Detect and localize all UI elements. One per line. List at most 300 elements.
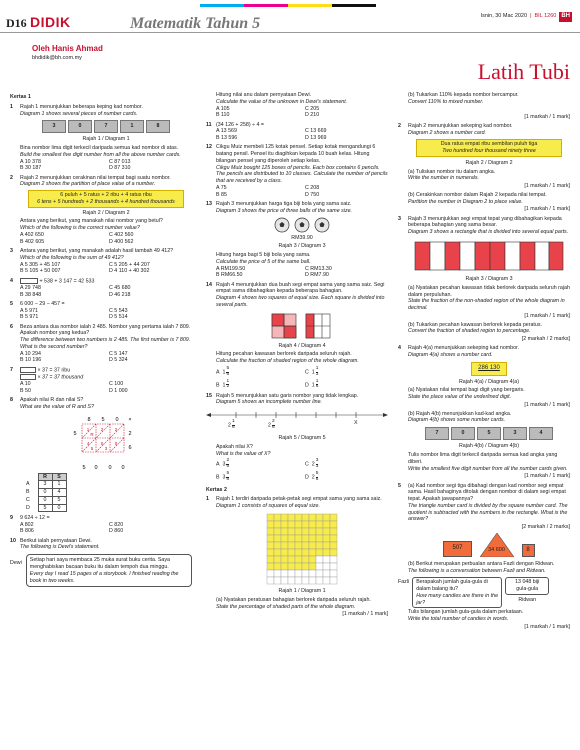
number-card: 3 — [503, 427, 527, 440]
question-text: (b) Rajah 4(b) menunjukkan kad-kad angka. — [408, 410, 512, 417]
answer-options — [216, 185, 388, 199]
grid-cell — [309, 514, 316, 521]
option[interactable]: B 5 971 — [20, 314, 39, 321]
question-number: 5 — [10, 300, 13, 307]
brand-logo: DIDIK — [30, 14, 71, 30]
option[interactable]: B 110 — [216, 112, 230, 119]
question-number: 1 — [10, 103, 13, 110]
svg-text:S: S — [100, 440, 104, 446]
grid-cell — [309, 556, 316, 563]
question-12 — [206, 144, 388, 198]
grid-cell — [295, 528, 302, 535]
question-10 — [10, 538, 192, 588]
option[interactable]: A 402 650 — [20, 231, 44, 238]
option[interactable]: A RM199.50 — [216, 265, 246, 272]
option[interactable]: C 5 147 — [109, 350, 128, 357]
number-card: 8 — [146, 120, 170, 133]
option[interactable]: A 10 — [20, 381, 31, 388]
option[interactable]: D 13 969 — [305, 135, 327, 142]
grid-cell — [330, 549, 337, 556]
question-text: Rajah 2 menunjukkan cerakinan nilai tempat bagi suatu nombor. — [20, 174, 171, 181]
option[interactable]: D 210 — [305, 112, 320, 119]
question-9 — [10, 515, 192, 535]
question-text-en: Diagram 1 consists of squares of equal size. — [216, 503, 320, 510]
question-text: Apakah nilai R dan nilai S? — [20, 397, 84, 404]
speaker-name: Dewi — [10, 560, 22, 567]
question-text-en: Diagram 4(b) shows some number cards. — [408, 417, 506, 424]
question-14 — [206, 282, 388, 391]
question-number: 1 — [206, 496, 209, 503]
color-bar — [200, 4, 376, 7]
two-squares-diagram — [270, 312, 334, 340]
option[interactable]: D 400 562 — [109, 238, 134, 245]
author-email: bhdidik@bh.com.my — [32, 55, 82, 61]
number-card: 0 — [451, 427, 475, 440]
grid-cell — [281, 556, 288, 563]
question-text: Antara yang berikut, yang manakah adalah hasil tambah 49 412? — [20, 248, 174, 255]
question-text: (b) Cerakinkan nombor dalam Rajah 2 kepada nilai tempat. — [408, 191, 547, 198]
rectangle-card: 507 — [443, 541, 471, 557]
grid-cell — [274, 514, 281, 521]
page-code: D16 — [6, 16, 27, 30]
grid-cell — [267, 556, 274, 563]
grid-cell — [267, 542, 274, 549]
question-text-en: State the percentage of shaded parts of the whole diagram. — [216, 603, 356, 610]
option[interactable]: B 3 $\frac{5}{6}$ — [216, 471, 230, 482]
option[interactable]: C 5 205 + 44 207 — [109, 261, 150, 268]
equation: 9 624 ÷ 12 = — [20, 514, 50, 521]
question-text-en: Diagram 4 shows two squares of equal size. Each square is divided into several parts. — [216, 295, 385, 308]
option[interactable]: C 13 669 — [305, 128, 327, 135]
option[interactable]: A 5 305 + 45 107 — [20, 261, 61, 268]
number-line-x-label: X — [354, 420, 358, 427]
question-text: Berikut ialah pernyataan Dewi. — [20, 537, 92, 544]
svg-text:5: 5 — [90, 445, 94, 451]
triangle-value: 34 600 — [488, 546, 505, 553]
option[interactable]: A 3 $\frac{2}{6}$ — [216, 458, 230, 470]
question-text-en: Partition the number in Diagram 2 to place value. — [408, 198, 523, 205]
grid-cell — [309, 528, 316, 535]
answer-options — [216, 266, 388, 280]
question-text-en: Calculate the fraction of shaded region of the whole diagram. — [216, 358, 359, 365]
question-text-en: Build the smallest five digit number from all the above number cards. — [20, 151, 181, 158]
option[interactable]: D 4 110 + 40 302 — [109, 268, 150, 275]
question-text: (a) Kad nombor segi tiga dibahagi dengan kad nombor segi empat sama. Hasil bahaginya ditolak dengan nombor di dalam segi empat tepat. Apakah jawapannya? — [408, 482, 566, 503]
question-7 — [10, 367, 192, 395]
option[interactable]: B 10 196 — [20, 357, 42, 364]
grid-cell — [330, 577, 337, 584]
place-value-text: 6 puluh + 5 ratus + 2 ribu + 4 ratus ribu — [60, 192, 152, 199]
grid-digit: × — [128, 416, 132, 423]
grid-cell — [330, 514, 337, 521]
answer-options — [20, 159, 192, 173]
svg-text:2: 2 — [114, 426, 118, 432]
option[interactable]: C 402 560 — [109, 231, 134, 238]
question-number: 4 — [398, 345, 401, 352]
grid-cell — [274, 542, 281, 549]
option[interactable]: D 46 218 — [109, 291, 131, 298]
grid-cell — [302, 521, 309, 528]
grid-cell — [302, 542, 309, 549]
grid-digit: 2 — [128, 430, 132, 437]
question-number: 3 — [10, 248, 13, 255]
table-row[interactable]: C 0 5 — [26, 496, 66, 504]
grid-cell — [316, 521, 323, 528]
grid-digit: 0 — [121, 464, 125, 471]
equation: 6 000 − 29 − 457 = — [20, 300, 65, 307]
grid-cell — [323, 521, 330, 528]
grid-cell — [295, 549, 302, 556]
option[interactable]: A 13 569 — [216, 128, 237, 135]
issue-number: BIL 1260 — [534, 13, 557, 20]
question-13 — [206, 201, 388, 279]
option[interactable]: C 205 — [305, 105, 320, 112]
option[interactable]: D 87 310 — [109, 165, 131, 172]
question-2 — [10, 175, 192, 246]
question-number: 15 — [206, 392, 212, 399]
paper2-question-1 — [206, 496, 388, 618]
marks: [1 markah / 1 mark] — [342, 611, 388, 618]
paper2-question-3 — [398, 216, 570, 343]
question-text: Apakah nilai X? — [216, 443, 253, 450]
question-number: 2 — [10, 174, 13, 181]
option[interactable]: D 1 $\frac{1}{6}$ — [305, 378, 319, 390]
equation-en: × 37 = 37 thousand — [37, 374, 84, 381]
answer-table — [26, 473, 67, 513]
option[interactable]: D RM7.90 — [305, 272, 329, 279]
question-number: 7 — [10, 366, 13, 373]
number-card: 7 — [425, 427, 449, 440]
question-text: Rajah 4(a) menunjukkan sekeping kad nombor. — [408, 345, 520, 352]
grid-cell — [274, 570, 281, 577]
question-text-en: Convert the fraction of shaded region to percentage. — [408, 328, 531, 335]
option[interactable]: D 1 000 — [109, 387, 128, 394]
grid-cell — [316, 556, 323, 563]
grid-cell — [288, 521, 295, 528]
grid-cell — [295, 514, 302, 521]
table-row[interactable]: B 0 4 — [26, 489, 66, 497]
marks: [1 markah / 1 mark] — [524, 473, 570, 480]
question-text-en: The triangle number card is divided by the square number card. The quotient is subtracted with the numbers in the rectangle. What is the answer? — [408, 502, 568, 523]
answer-options — [20, 232, 192, 246]
grid-cell — [295, 521, 302, 528]
issue-date: Isnin, 30 Mac 2020 — [480, 13, 528, 20]
svg-text:1: 1 — [86, 426, 90, 432]
grid-cell — [302, 535, 309, 542]
option[interactable]: D 5 324 — [109, 357, 128, 364]
question-text-en: Diagram 2 shows the partition of place value of a number. — [20, 181, 156, 188]
question-text-en: Cikgu Muiz bought 125 boxes of pencils. Each box contains 6 pencils. The pencils are distributed to 10 classes. Calculate the number of pencils that are received by a class. — [216, 164, 388, 185]
grid-cell — [274, 521, 281, 528]
answer-options — [20, 351, 192, 365]
grid-cell — [267, 549, 274, 556]
option[interactable]: B 402 605 — [20, 238, 45, 245]
diagram-caption: Rajah 3 / Diagram 3 — [278, 243, 326, 250]
grid-cell — [323, 535, 330, 542]
option[interactable]: B 806 — [20, 528, 34, 535]
option[interactable]: B 50 — [20, 387, 31, 394]
question-text-en: The following is a conversation between Fazli and Ridwan. — [408, 567, 546, 574]
conversation — [398, 577, 570, 608]
grid-cell — [309, 570, 316, 577]
ball-price: RM39.90 — [291, 234, 313, 241]
question-10-part-b — [206, 92, 388, 119]
option[interactable]: B 1 $\frac{1}{2}$ — [216, 378, 230, 390]
option[interactable]: B 38 848 — [20, 291, 42, 298]
option[interactable]: A 5 971 — [20, 307, 38, 314]
option[interactable]: C 208 — [305, 184, 320, 191]
grid-cell — [323, 542, 330, 549]
question-text: (b) Berikut merupakan perbualan antara Fazli dengan Ridwan. — [408, 560, 555, 567]
number-card: 5 — [477, 427, 501, 440]
question-number: 12 — [206, 144, 212, 151]
question-text-en: Convert 110% to mixed number. — [408, 98, 484, 105]
speech-text-en: Every day I read 15 pages of a storybook. I finished reading the book in two weeks. — [29, 570, 179, 584]
grid-cell — [309, 521, 316, 528]
option[interactable]: C 45 680 — [109, 284, 131, 291]
option[interactable]: B 85 — [216, 191, 227, 198]
question-text: Hitung harga bagi 5 biji bola yang sama. — [216, 252, 311, 259]
option[interactable]: D 2 $\frac{5}{6}$ — [305, 471, 319, 482]
question-text-en: Write the total number of candies in words. — [408, 616, 509, 623]
question-text: Tulis bilangan jumlah gula-gula dalam perkataan. — [408, 609, 524, 616]
author: Oleh Hanis Ahmad — [32, 44, 103, 53]
grid-cell — [302, 556, 309, 563]
option[interactable]: B 13 596 — [216, 135, 238, 142]
grid-cell — [274, 535, 281, 542]
grid-cell — [267, 514, 274, 521]
question-text: (a) Nyatakan peratusan bahagian berlorek daripada seluruh rajah. — [216, 596, 371, 603]
question-number: 4 — [10, 277, 13, 284]
option[interactable]: A 105 — [216, 105, 230, 112]
svg-text:R: R — [90, 431, 94, 437]
bh-logo: BH — [559, 12, 572, 22]
question-text: Rajah 1 terdiri daripada petak-petak segi empat sama yang sama saiz. — [216, 496, 382, 503]
question-text-en: State the fraction of the non-shaded region of the whole diagram in decimal. — [408, 298, 565, 312]
option[interactable]: C RM13.30 — [305, 265, 332, 272]
question-text: Apakah nombor yang kedua? — [20, 330, 90, 337]
grid-digit: 5 — [82, 464, 86, 471]
grid-cell — [330, 556, 337, 563]
svg-text:4: 4 — [86, 440, 90, 446]
place-value-box — [28, 190, 184, 208]
grid-cell — [323, 577, 330, 584]
number-cards — [408, 427, 570, 440]
marks: [2 markah / 2 marks] — [521, 336, 570, 343]
question-text-en: Write the smallest five digit number from all the number cards given. — [408, 465, 568, 472]
question-text-en: Calculate the price of 5 of the same ball. — [216, 258, 311, 265]
option[interactable]: D 860 — [109, 528, 124, 535]
number-line-label: 2 $\frac{2}{6}$ — [268, 419, 275, 430]
answer-options — [216, 459, 388, 482]
option[interactable]: A 10 378 — [20, 158, 41, 165]
question-text-en: Diagram 3 shows the price of three balls of the same size. — [216, 207, 353, 214]
table-row[interactable]: D 5 0 — [26, 504, 66, 512]
option[interactable]: C 100 — [109, 381, 124, 388]
equation: (34 126 + 258) ÷ 4 = — [216, 121, 264, 128]
question-text-en: What is the second number? — [20, 343, 88, 350]
grid-cell — [295, 535, 302, 542]
grid-cell — [281, 577, 288, 584]
grid-cell — [281, 528, 288, 535]
paper2-question-1-part-b — [398, 92, 570, 120]
question-number: 6 — [10, 323, 13, 330]
question-8 — [10, 397, 192, 512]
grid-cell — [295, 563, 302, 570]
grid-cell — [281, 549, 288, 556]
triangle-card — [480, 533, 514, 557]
question-text: Rajah 1 menunjukkan beberapa keping kad nombor. — [20, 103, 143, 110]
grid-cell — [288, 556, 295, 563]
option[interactable]: B 30 187 — [20, 165, 42, 172]
grid-cell — [302, 514, 309, 521]
grid-cell — [323, 514, 330, 521]
option[interactable]: A 29 748 — [20, 284, 41, 291]
question-text: Cikgu Muiz membeli 125 kotak pensel. Setiap kotak mengandungi 6 batang pensil. Pensel itu diagihkan kepada 10 buah kelas. Hitung bilangan pensel yang diperoleh setiap kelas. — [216, 144, 376, 164]
diagram-caption: Rajah 3 / Diagram 3 — [465, 276, 513, 283]
grid-cell — [302, 577, 309, 584]
option[interactable]: D 5 514 — [109, 314, 128, 321]
option[interactable]: C 5 543 — [109, 307, 128, 314]
grid-cell — [288, 528, 295, 535]
diagram-caption: Rajah 4(b) / Diagram 4(b) — [458, 443, 520, 450]
diagram-caption: Rajah 4(a) / Diagram 4(a) — [458, 378, 520, 385]
question-text: (b) Tukarkan 110% kepada nombor bercampur. — [408, 92, 519, 98]
question-text-en: What is the value of X? — [216, 450, 271, 457]
option[interactable]: A 75 — [216, 184, 227, 191]
diagram-caption: Rajah 5 / Diagram 5 — [278, 435, 326, 442]
number-cards — [20, 120, 192, 133]
three-balls-illustration — [272, 217, 332, 233]
grid-cell — [323, 570, 330, 577]
speech-bubble — [26, 554, 192, 587]
grid-cell — [288, 514, 295, 521]
grid-cell — [281, 570, 288, 577]
question-number: 13 — [206, 200, 212, 207]
grid-cell — [302, 563, 309, 570]
table-row[interactable]: A 3 1 — [26, 481, 66, 489]
grid-cell — [281, 542, 288, 549]
option[interactable]: C 87 013 — [109, 158, 131, 165]
marks: [1 markah / 1 mark] — [524, 401, 570, 408]
question-1 — [10, 104, 192, 172]
lattice-multiplication-grid — [66, 413, 146, 471]
speech-text: Setiap hari saya membaca 25 muka surat buku cerita. Saya menghabiskan bacaan buku itu dalam tempoh dua minggu. — [29, 557, 170, 570]
grid-digit: 5 — [101, 416, 105, 423]
paper2-question-2 — [398, 123, 570, 213]
paper2-question-5 — [398, 483, 570, 631]
diagram-caption: Rajah 2 / Diagram 2 — [465, 159, 513, 166]
svg-text:2: 2 — [100, 426, 104, 432]
option[interactable]: C 2 $\frac{3}{3}$ — [305, 458, 319, 470]
option[interactable]: A 802 — [20, 521, 34, 528]
speaker-fazli: Fazli — [398, 579, 410, 586]
option[interactable]: D 750 — [305, 191, 320, 198]
section-kertas-1: Kertas 1 — [10, 94, 31, 100]
grid-cell — [323, 549, 330, 556]
marks: [1 markah / 1 mark] — [524, 312, 570, 319]
question-text-en: State the place value of the underlined digit. — [408, 394, 512, 401]
svg-text:3: 3 — [104, 445, 108, 451]
grid-cell — [302, 528, 309, 535]
paper2-question-4 — [398, 345, 570, 480]
grid-cell — [288, 542, 295, 549]
page-title: Matematik Tahun 5 — [130, 15, 261, 32]
grid-cell — [274, 556, 281, 563]
question-text: Bina nombor lima digit terkecil daripada semua kad nombor di atas. — [20, 145, 179, 152]
option[interactable]: C 820 — [109, 521, 124, 528]
question-text: Rajah 5 menunjukkan satu garis nombor yang tidak lengkap. — [216, 392, 359, 399]
question-text: Rajah 3 menunjukkan harga tiga biji bola yang sama saiz. — [216, 200, 352, 207]
grid-digit: 8 — [87, 416, 91, 423]
answer-options — [20, 285, 192, 299]
question-text: Beza antara dua nombor ialah 2 485. Nombor yang pertama ialah 7 809. — [20, 323, 191, 330]
speaker-ridwan: Ridwan — [518, 596, 537, 603]
option[interactable]: A 10 294 — [20, 350, 41, 357]
grid-cell — [316, 570, 323, 577]
column-3 — [398, 92, 570, 633]
question-text: Tulis nombor lima digit terkecil daripada semua kad angka yang diberi. — [408, 451, 558, 465]
blank-box — [20, 374, 36, 380]
answer-options — [20, 262, 192, 276]
question-5 — [10, 301, 192, 321]
answer-options — [20, 522, 192, 536]
number-card: 4 — [529, 427, 553, 440]
blank-box — [20, 367, 36, 373]
question-number: 10 — [10, 537, 16, 544]
hundred-square-grid — [266, 513, 338, 585]
grid-cell — [330, 542, 337, 549]
grid-digit: 0 — [108, 464, 112, 471]
column-2 — [206, 92, 388, 621]
grid-cell — [295, 570, 302, 577]
question-text-en: Write the number in numerals. — [408, 175, 479, 182]
number-words-en: Two hundred four thousand ninety three — [442, 148, 536, 155]
number-card: 1 — [120, 120, 144, 133]
grid-digit: 6 — [128, 444, 132, 451]
grid-digit: 5 — [73, 430, 77, 437]
grid-cell — [309, 577, 316, 584]
question-4 — [10, 278, 192, 299]
speech-bubble-fazli: Berapakah jumlah gula-gula di dalam balang itu? How many candies are there in the jar? — [412, 577, 502, 608]
grid-cell — [267, 563, 274, 570]
grid-cell — [267, 577, 274, 584]
option[interactable]: B 5 105 + 50 007 — [20, 268, 61, 275]
grid-cell — [281, 521, 288, 528]
option[interactable]: A 1 $\frac{5}{6}$ — [216, 365, 230, 377]
question-text-en: Which of the following is the correct number value? — [20, 225, 140, 232]
question-15 — [206, 393, 388, 483]
grid-cell — [281, 514, 288, 521]
question-text-en: What are the value of R and S? — [20, 403, 94, 410]
question-text: (b) Tukarkan pecahan kawasan berlorek kepada peratus. — [408, 321, 542, 328]
question-text: Rajah 3 menunjukkan segi empat tepat yang dibahagikan kepada beberapa bahagian yang sama besar. — [408, 215, 562, 229]
question-number: 11 — [206, 121, 212, 128]
option[interactable]: B RM66.50 — [216, 272, 243, 279]
question-text-en: Diagram 4(a) shows a number card. — [408, 352, 493, 359]
marks: [2 markah / 2 marks] — [521, 524, 570, 531]
grid-cell — [316, 563, 323, 570]
grid-cell — [316, 535, 323, 542]
grid-digit: 0 — [94, 464, 98, 471]
grid-cell — [274, 563, 281, 570]
question-text-en: Diagram 1 shows several pieces of number cards. — [20, 110, 138, 117]
number-card: 286 130 — [471, 362, 507, 376]
question-text-en: Diagram 2 shows a number card. — [408, 129, 487, 136]
grid-cell — [288, 570, 295, 577]
grid-digit: 0 — [115, 416, 119, 423]
option[interactable]: C 1 $\frac{1}{3}$ — [305, 365, 319, 377]
